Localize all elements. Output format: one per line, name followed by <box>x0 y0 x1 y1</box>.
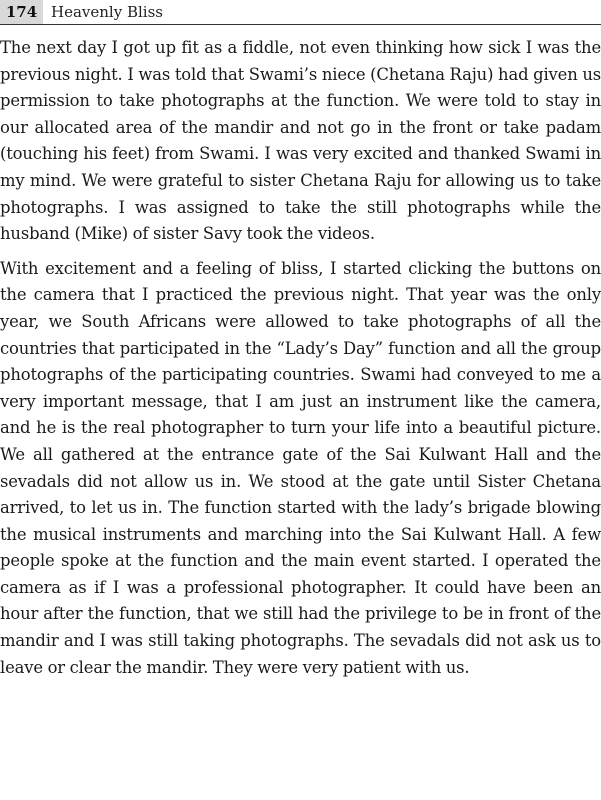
page-body <box>0 35 601 681</box>
book-title: Heavenly Bliss <box>51 3 163 21</box>
page-number: 174 <box>0 0 43 24</box>
paragraph-1: The next day I got up fit as a fiddle, not even thinking how sick I was the previous night. I was told that Swami’s niece (Chetana Raju) had given us permission to take photographs at the function. We were told to stay in our allocated area of the mandir and not go in the front or take padam (touching his feet) from Swami. I was very excited and thanked Swami in my mind. We were grateful to sister Chetana Raju for allowing us to take photographs. I was assigned to take the still photographs while the husband (Mike) of sister Savy took the videos. <box>0 38 601 244</box>
paragraph-2: With excitement and a feeling of bliss, I started clicking the buttons on the camera that I practiced the previous night. That year was the only year, we South Africans were allowed to take photographs of all the countries that participated in the “Lady’s Day” function and all the group photographs of the participating countries. Swami had conveyed to me a very important message, that I am just an instrument like the camera, and he is the real photographer to turn your life into a beautiful picture. We all gathered at the entrance gate of the Sai Kulwant Hall and the sevadals did not allow us in. We stood at the gate until Sister Chetana arrived, to let us in. The function started with the lady’s brigade blowing the musical instruments and marching into the Sai Kulwant Hall. A few people spoke at the function and the main event started. I operated the camera as if I was a professional photographer. It could have been an hour after the function, that we still had the privilege to be in front of the mandir and I was still taking photographs. The sevadals did not ask us to leave or clear the mandir. They were very patient with us. <box>0 258 601 677</box>
running-header <box>0 0 601 25</box>
